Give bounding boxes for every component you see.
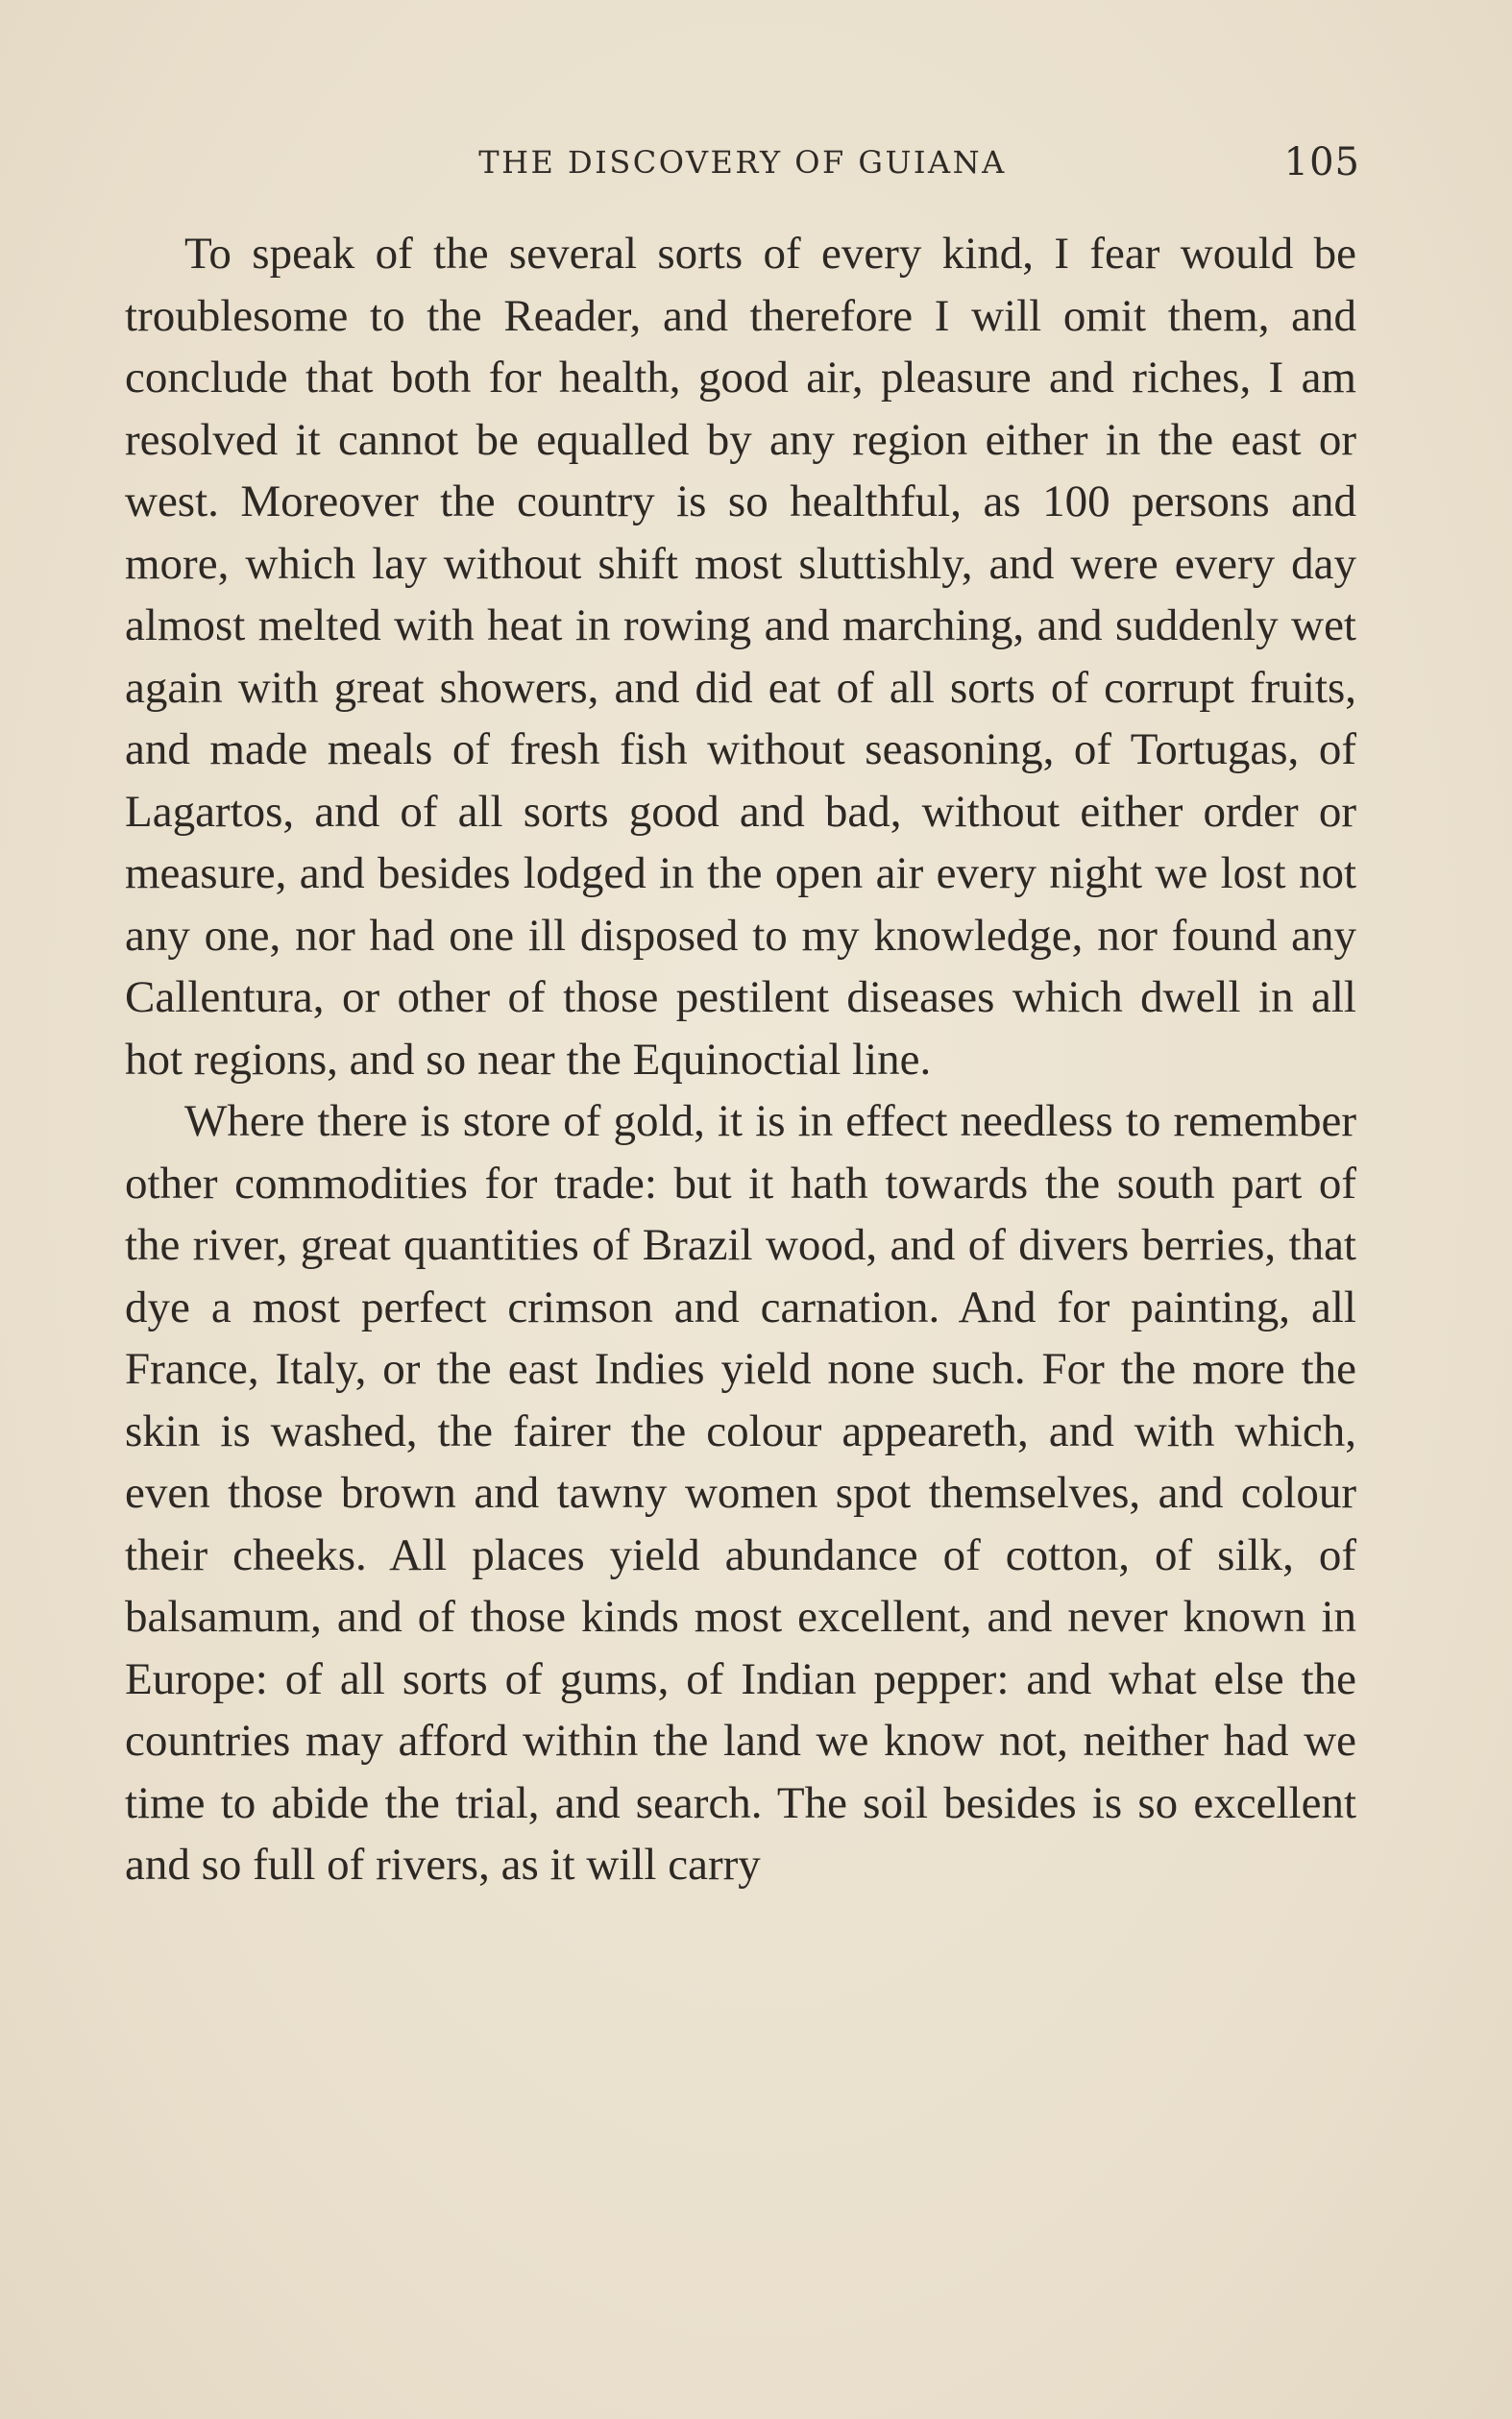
running-head [125, 140, 1360, 190]
paragraph: Where there is store of gold, it is in effect needless to remember other commodities for trade: but it hath towards the south part of the river, great quantities of Brazil wood, and of divers berries, that dye a most perfect crimson and carnation. And for painting, all France, Italy, or the east Indies yield none such. For the more the skin is washed, the fairer the colour appeareth, and with which, even those brown and tawny women spot themselves, and colour their cheeks. All places yield abundance of cotton, of silk, of balsamum, and of those kinds most excellent, and never known in Europe: of all sorts of gums, of Indian pepper: and what else the countries may afford within the land we know not, neither had we time to abide the trial, and search. The soil besides is so excellent and so full of rivers, as it will carry [125, 1096, 1356, 1890]
paragraph: To speak of the several sorts of every kind, I fear would be troublesome to the Reader, and therefore I will omit them, and conclude that both for health, good air, pleasure and riches, I am resolved it cannot be equalled by any region either in the east or west. Moreover the country is so healthful, as 100 persons and more, which lay without shift most sluttishly, and were every day almost melted with heat in rowing and marching, and suddenly wet again with great showers, and did eat of all sorts of corrupt fruits, and made meals of fresh fish without seasoning, of Tortugas, of Lagartos, and of all sorts good and bad, without either order or measure, and besides lodged in the open air every night we lost not any one, nor had one ill disposed to my knowledge, nor found any Callentura, or other of those pestilent diseases which dwell in all hot regions, and so near the Equinoctial line. [125, 229, 1356, 1085]
body-text [125, 223, 1356, 1896]
page-number: 105 [1283, 140, 1360, 184]
running-title: THE DISCOVERY OF GUIANA [478, 144, 1007, 181]
